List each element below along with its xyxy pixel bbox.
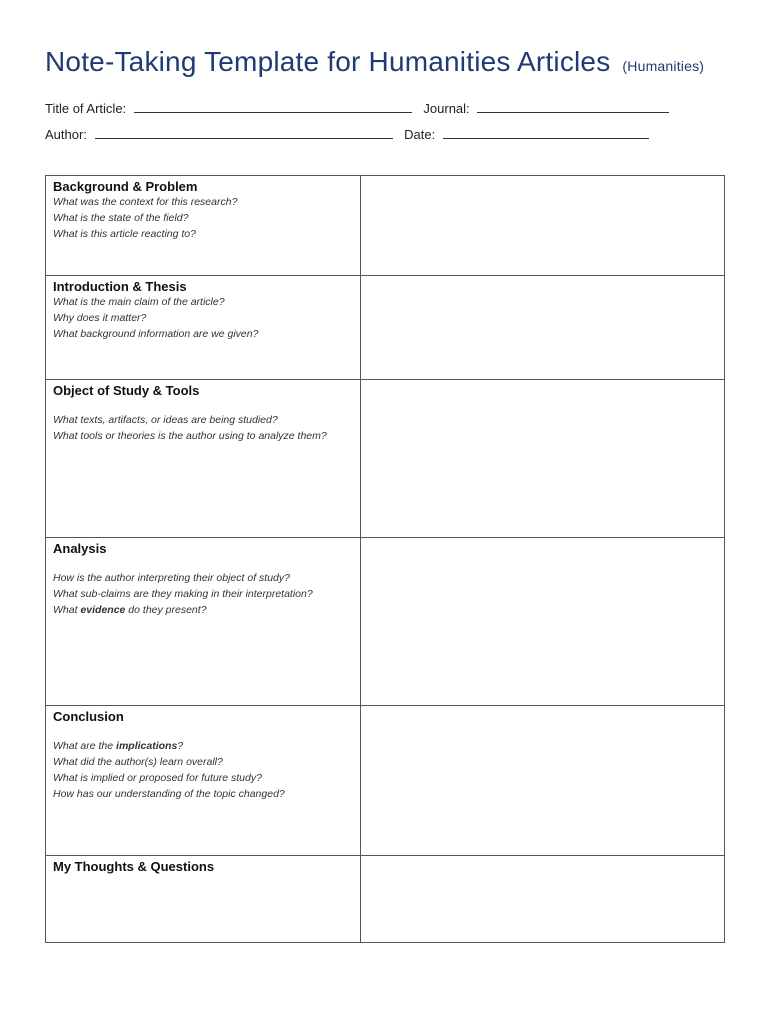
date-field[interactable] — [443, 126, 649, 139]
question: What is implied or proposed for future study? — [53, 772, 262, 784]
question: What texts, artifacts, or ideas are being studied? — [53, 414, 278, 426]
question: How has our understanding of the topic changed? — [53, 788, 285, 800]
title-text: Note-Taking Template for Humanities Articles — [45, 46, 611, 77]
author-date-row — [45, 126, 649, 142]
notes-answer-cell[interactable] — [361, 276, 725, 380]
author-label: Author: — [45, 127, 87, 142]
question — [53, 738, 353, 754]
article-journal-row — [45, 100, 669, 116]
section-heading: Conclusion — [53, 709, 124, 724]
question-pre: What are the — [53, 740, 117, 752]
section-row — [46, 176, 725, 276]
notes-answer-cell[interactable] — [361, 176, 725, 276]
prompt-cell — [46, 276, 361, 380]
section-row — [46, 380, 725, 538]
section-heading: Object of Study & Tools — [53, 383, 200, 398]
question: How is the author interpreting their object of study? — [53, 572, 290, 584]
page-title — [45, 46, 704, 78]
question — [53, 602, 353, 618]
question: What was the context for this research? — [53, 196, 238, 208]
section-heading: My Thoughts & Questions — [53, 859, 215, 874]
question: What did the author(s) learn overall? — [53, 756, 223, 768]
section-row — [46, 706, 725, 856]
question-emphasis: evidence — [80, 604, 126, 616]
question-pre: What — [53, 604, 81, 616]
prompt-cell — [46, 380, 361, 538]
prompt-cell — [46, 706, 361, 856]
question-post: do they present? — [125, 604, 207, 616]
notes-answer-cell[interactable] — [361, 538, 725, 706]
prompt-cell — [46, 538, 361, 706]
question: What is the main claim of the article? — [53, 296, 225, 308]
section-heading: Background & Problem — [53, 179, 198, 194]
title-of-article-label: Title of Article: — [45, 101, 127, 116]
notes-answer-cell[interactable] — [361, 856, 725, 943]
question: What tools or theories is the author using to analyze them? — [53, 430, 327, 442]
question: What is the state of the field? — [53, 212, 189, 224]
notes-answer-cell[interactable] — [361, 380, 725, 538]
question: What sub-claims are they making in their interpretation? — [53, 588, 313, 600]
journal-field[interactable] — [477, 100, 669, 113]
question-emphasis: implications — [116, 740, 178, 752]
question: Why does it matter? — [53, 312, 147, 324]
notes-answer-cell[interactable] — [361, 706, 725, 856]
journal-label: Journal: — [423, 101, 470, 116]
question-post: ? — [177, 740, 184, 752]
prompt-cell — [46, 176, 361, 276]
title-subtitle: (Humanities) — [622, 58, 705, 74]
section-row — [46, 276, 725, 380]
notes-table — [45, 175, 725, 943]
date-label: Date: — [404, 127, 436, 142]
title-of-article-field[interactable] — [134, 100, 412, 113]
author-field[interactable] — [95, 126, 393, 139]
section-heading: Analysis — [53, 541, 107, 556]
section-row — [46, 538, 725, 706]
section-heading: Introduction & Thesis — [53, 279, 187, 294]
prompt-cell — [46, 856, 361, 943]
question: What is this article reacting to? — [53, 228, 196, 240]
question: What background information are we given? — [53, 328, 259, 340]
section-row — [46, 856, 725, 943]
